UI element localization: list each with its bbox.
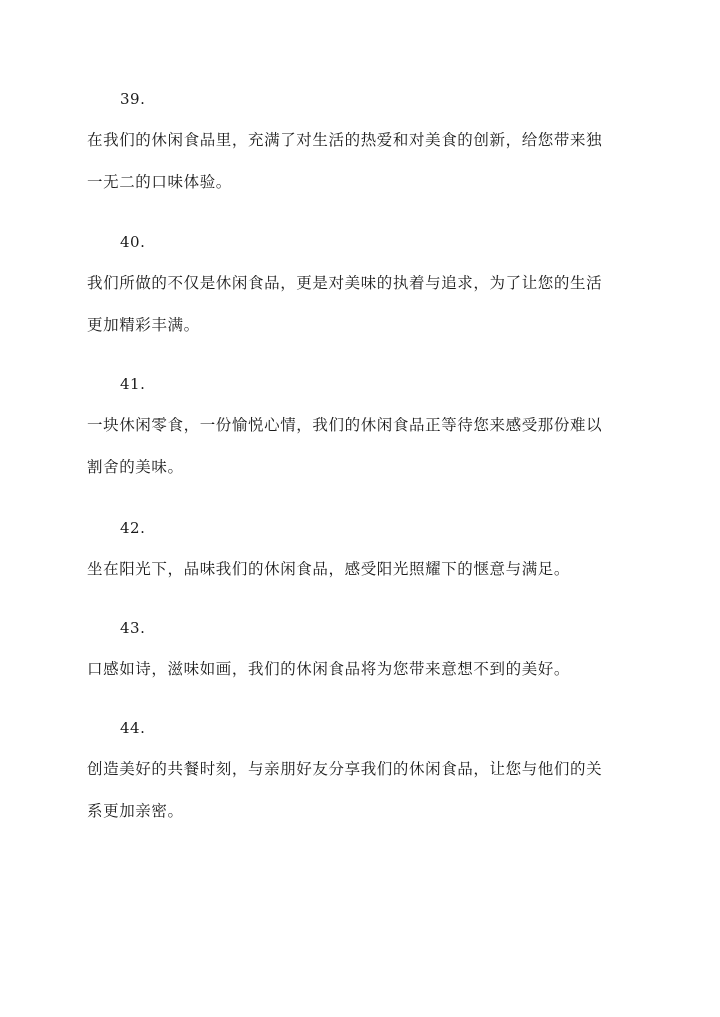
entry-number: 40. [120, 233, 146, 251]
text-line: 割舍的美味。 [87, 458, 184, 476]
text-line: 创造美好的共餐时刻，与亲朋好友分享我们的休闲食品，让您与他们的关 [87, 760, 603, 778]
text-line: 更加精彩丰满。 [87, 316, 200, 334]
entry-number: 39. [120, 90, 146, 108]
text-line: 一无二的口味体验。 [87, 173, 232, 191]
text-line: 口感如诗，滋味如画，我们的休闲食品将为您带来意想不到的美好。 [87, 660, 571, 678]
text-line: 我们所做的不仅是休闲食品，更是对美味的执着与追求，为了让您的生活 [87, 274, 603, 292]
text-line: 坐在阳光下，品味我们的休闲食品，感受阳光照耀下的惬意与满足。 [87, 560, 571, 578]
entry-40 [87, 233, 647, 335]
entry-text [87, 130, 647, 192]
text-line: 一块休闲零食，一份愉悦心情，我们的休闲食品正等待您来感受那份难以 [87, 416, 603, 434]
entry-39 [87, 90, 647, 192]
entry-42 [87, 519, 647, 579]
entry-number: 41. [120, 375, 146, 393]
text-line: 在我们的休闲食品里，充满了对生活的热爱和对美食的创新，给您带来独 [87, 131, 603, 149]
entry-text [87, 559, 647, 579]
entry-text [87, 759, 647, 821]
text-line: 系更加亲密。 [87, 802, 184, 820]
entry-number: 42. [120, 519, 146, 537]
entry-number: 44. [120, 719, 146, 737]
entry-41 [87, 375, 647, 477]
entry-text [87, 659, 647, 679]
entry-text [87, 273, 647, 335]
entry-number: 43. [120, 619, 146, 637]
entry-text [87, 415, 647, 477]
entry-43 [87, 619, 647, 679]
entry-44 [87, 719, 647, 821]
